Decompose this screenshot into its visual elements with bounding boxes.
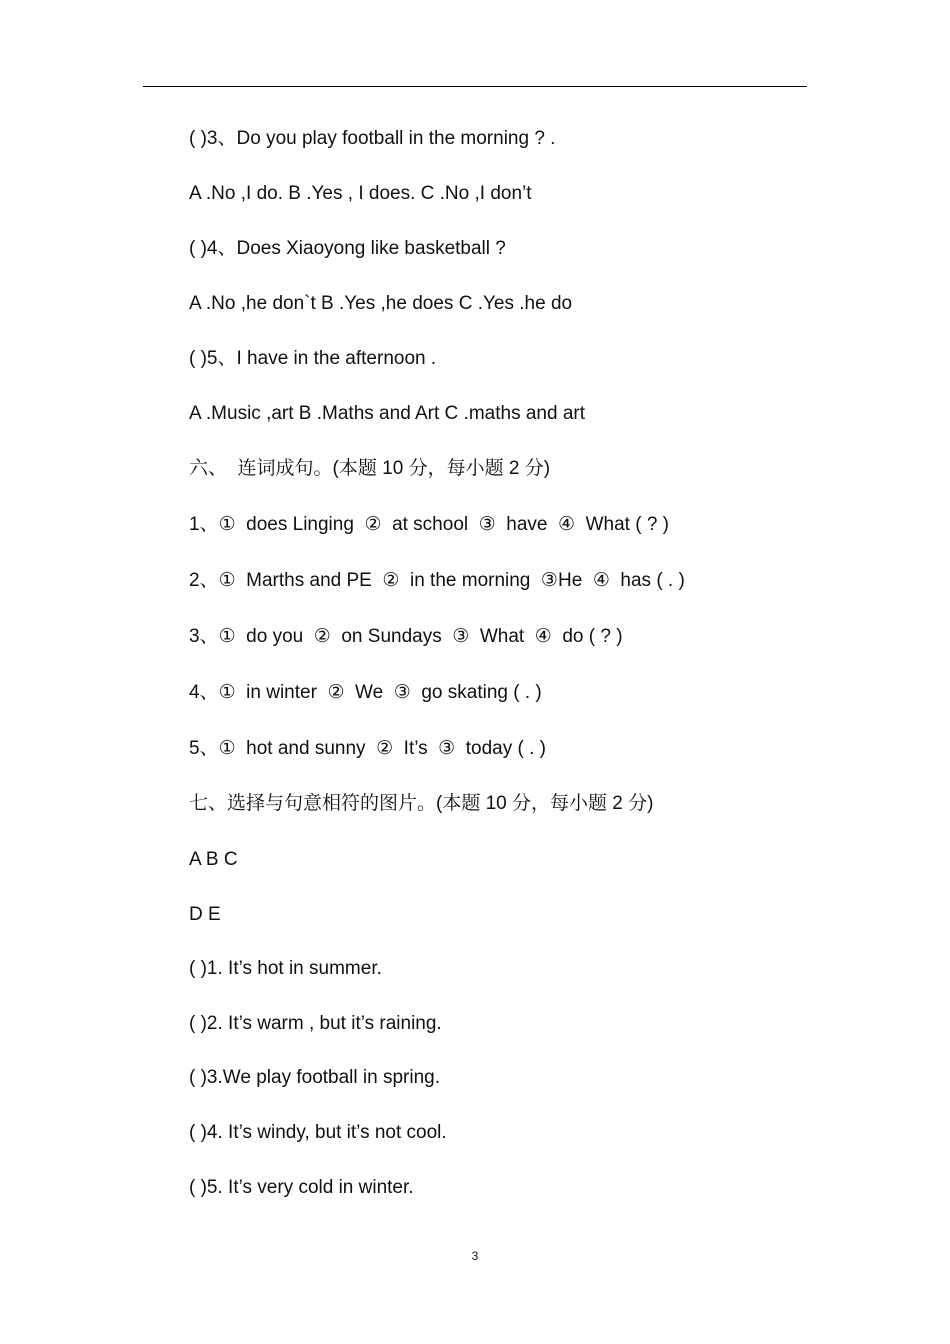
picture-question-1: ( )1. It’s hot in summer. bbox=[189, 958, 382, 979]
sentence-item-1: 1、① does Linging ② at school ③ have ④ What ( ? ) bbox=[189, 514, 670, 535]
sentence-item-3: 3、① do you ② on Sundays ③ What ④ do ( ? ) bbox=[189, 626, 623, 647]
header-rule bbox=[143, 86, 807, 87]
sentence-item-5: 5、① hot and sunny ② It’s ③ today ( . ) bbox=[189, 738, 547, 759]
question-3-options: A .No ,I do. B .Yes , I does. C .No ,I don’t bbox=[189, 183, 532, 204]
picture-question-3: ( )3.We play football in spring. bbox=[189, 1067, 440, 1088]
picture-labels-row-2: D E bbox=[189, 904, 221, 925]
page-number: 3 bbox=[471, 1249, 479, 1263]
picture-question-4: ( )4. It’s windy, but it’s not cool. bbox=[189, 1122, 447, 1143]
question-3: ( )3、Do you play football in the morning ? . bbox=[189, 128, 556, 149]
section-6-heading: 六、 连词成句。(本题 10 分，每小题 2 分) bbox=[189, 458, 551, 479]
question-4-options: A .No ,he don`t B .Yes ,he does C .Yes .he do bbox=[189, 293, 573, 314]
section-7-heading: 七、选择与句意相符的图片。(本题 10 分，每小题 2 分) bbox=[189, 793, 654, 814]
question-4: ( )4、Does Xiaoyong like basketball ? bbox=[189, 238, 506, 259]
picture-labels-row-1: A B C bbox=[189, 849, 238, 870]
picture-question-2: ( )2. It’s warm , but it’s raining. bbox=[189, 1013, 442, 1034]
sentence-item-2: 2、① Marths and PE ② in the morning ③He ④ has ( . ) bbox=[189, 570, 685, 591]
question-5: ( )5、I have in the afternoon . bbox=[189, 348, 437, 369]
picture-question-5: ( )5. It’s very cold in winter. bbox=[189, 1177, 414, 1198]
sentence-item-4: 4、① in winter ② We ③ go skating ( . ) bbox=[189, 682, 542, 703]
question-5-options: A .Music ,art B .Maths and Art C .maths and art bbox=[189, 403, 585, 424]
